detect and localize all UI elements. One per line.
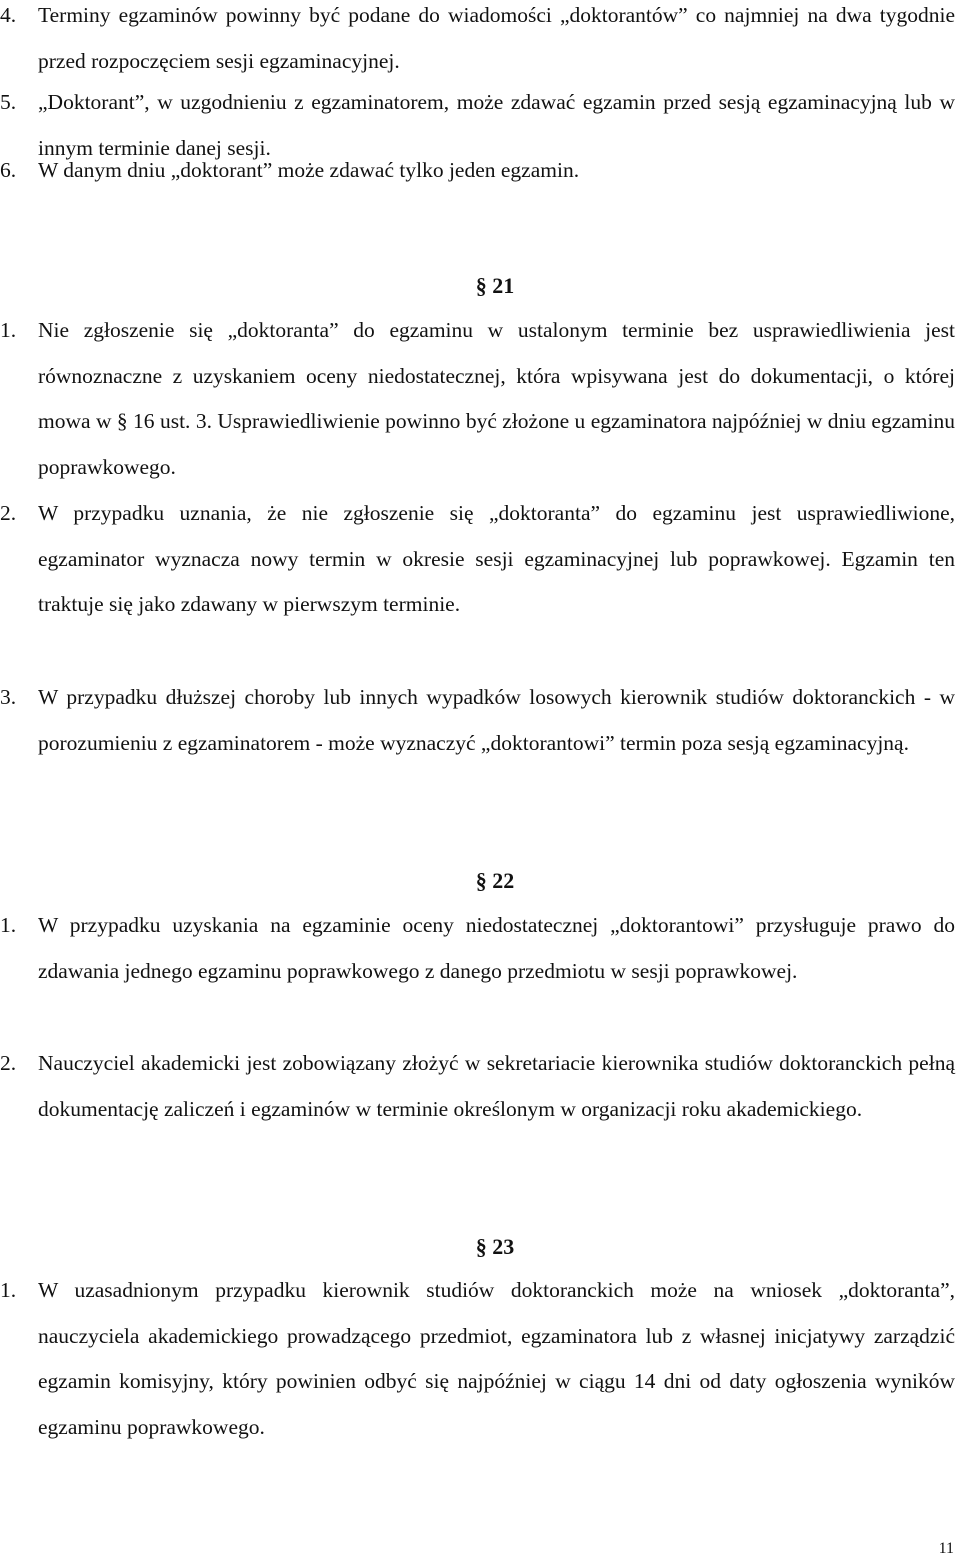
section23-item-1 (0, 1268, 955, 1451)
paragraph-item-6 (0, 148, 955, 194)
paragraph-item-4 (0, 0, 955, 84)
section-heading-23: § 23 (475, 1234, 515, 1259)
section22-item-1 (0, 903, 955, 994)
item-number: 3. (0, 685, 17, 709)
section-heading-22: § 22 (475, 868, 515, 893)
item-number: 5. (0, 90, 17, 114)
item-text: W przypadku dłuższej choroby lub innych wypadków losowych kierownik studiów doktoranckich - w porozumieniu z egzaminatorem - może wyznaczyć „doktorantowi” termin poza sesją egzaminacyjną. (38, 685, 955, 755)
item-number: 2. (0, 1051, 17, 1075)
item-text: Terminy egzaminów powinny być podane do wiadomości „doktorantów” co najmniej na dwa tygodnie przed rozpoczęciem sesji egzaminacyjnej. (38, 3, 955, 73)
item-text: Nauczyciel akademicki jest zobowiązany złożyć w sekretariacie kierownika studiów doktoranckich pełną dokumentację zaliczeń i egzaminów w terminie określonym w organizacji roku akademickiego. (38, 1051, 955, 1121)
item-number: 1. (0, 1278, 17, 1302)
item-text: „Doktorant”, w uzgodnieniu z egzaminatorem, może zdawać egzamin przed sesją egzaminacyjną lub w innym terminie danej sesji. (38, 90, 955, 160)
section-heading-21: § 21 (475, 273, 515, 298)
item-number: 4. (0, 3, 17, 27)
section21-item-1 (0, 308, 955, 491)
section21-item-3 (0, 675, 955, 766)
item-number: 2. (0, 501, 17, 525)
item-number: 6. (0, 158, 17, 182)
item-text: Nie zgłoszenie się „doktoranta” do egzaminu w ustalonym terminie bez usprawiedliwienia jest równoznaczne z uzyskaniem oceny niedostatecznej, która wpisywana jest do dokumentacji, o której mowa w § 16 ust. 3. Usprawiedliwienie powinno być złożone u egzaminatora najpóźniej w dniu egzaminu poprawkowego. (38, 318, 955, 480)
section21-item-2 (0, 491, 955, 628)
item-text: W przypadku uznania, że nie zgłoszenie się „doktoranta” do egzaminu jest usprawiedliwione, egzaminator wyznacza nowy termin w okresie sesji egzaminacyjnej lub poprawkowej. Egzamin ten traktuje się jako zdawany w pierwszym terminie. (38, 501, 955, 617)
page-number: 11 (938, 1540, 954, 1557)
item-number: 1. (0, 318, 17, 342)
section22-item-2 (0, 1041, 955, 1132)
item-text: W uzasadnionym przypadku kierownik studiów doktoranckich może na wniosek „doktoranta”, nauczyciela akademickiego prowadzącego przedmiot, egzaminatora lub z własnej inicjatywy zarządzić egzamin komisyjny, który powinien odbyć się najpóźniej w ciągu 14 dni od daty ogłoszenia wyników egzaminu poprawkowego. (38, 1278, 955, 1440)
item-number: 1. (0, 913, 17, 937)
item-text: W przypadku uzyskania na egzaminie oceny niedostatecznej „doktorantowi” przysługuje prawo do zdawania jednego egzaminu poprawkowego z danego przedmiotu w sesji poprawkowej. (38, 913, 955, 983)
item-text: W danym dniu „doktorant” może zdawać tylko jeden egzamin. (38, 158, 580, 182)
